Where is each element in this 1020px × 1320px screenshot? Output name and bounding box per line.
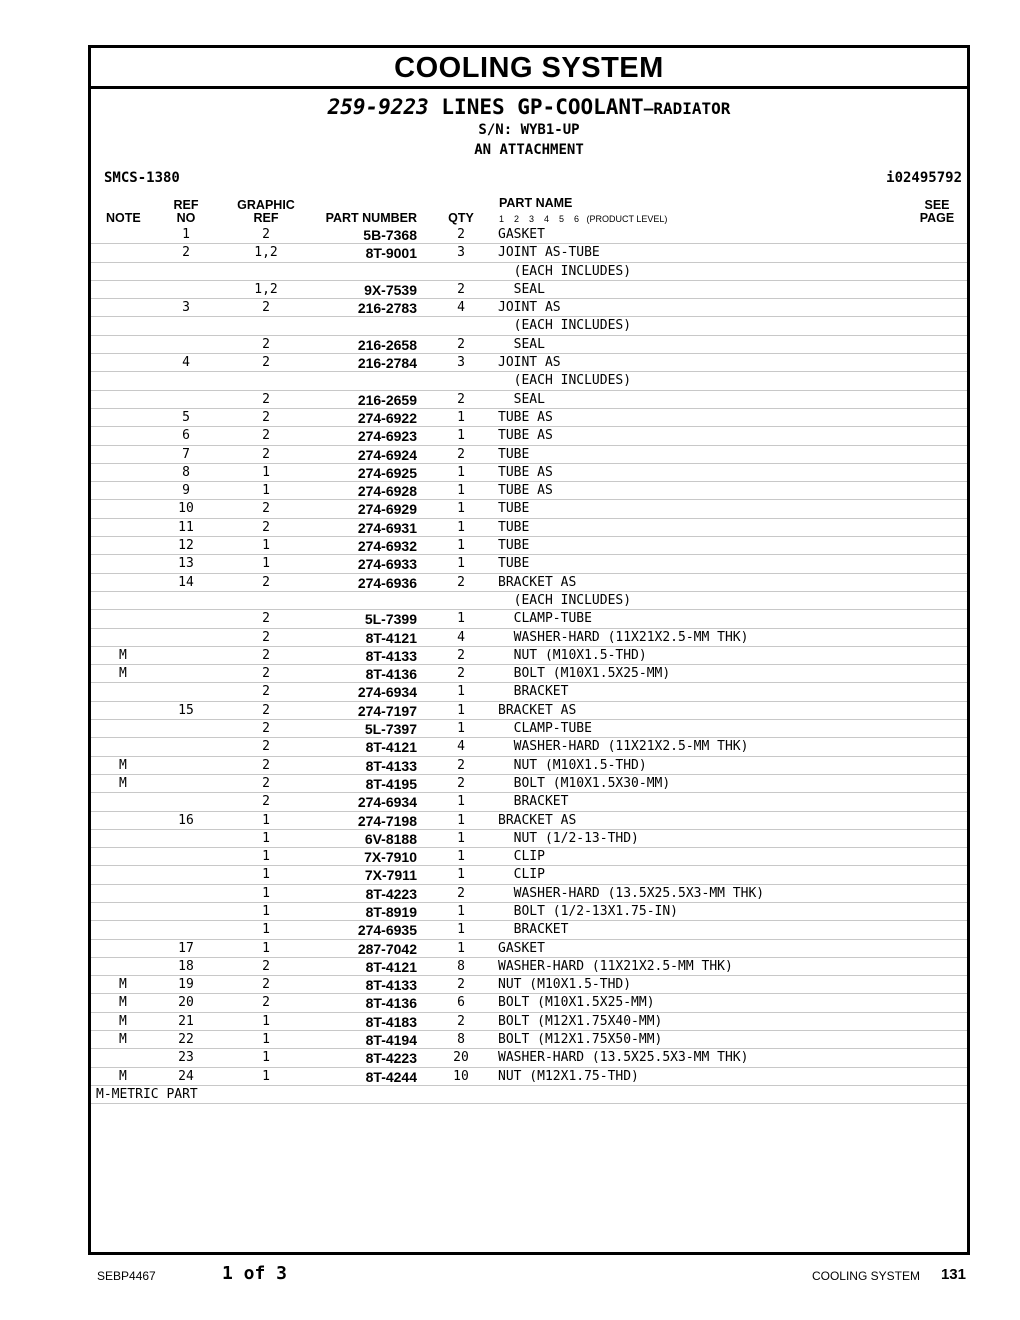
row-graphic-ref: 1 bbox=[262, 538, 270, 554]
row-qty: 1 bbox=[457, 483, 465, 499]
row-qty: 1 bbox=[457, 721, 465, 737]
table-row bbox=[91, 885, 967, 903]
row-graphic-ref: 2 bbox=[262, 794, 270, 810]
row-part-number: 8T-4136 bbox=[365, 666, 417, 683]
row-part-name: BRACKET AS bbox=[498, 574, 577, 590]
row-qty: 1 bbox=[457, 464, 465, 480]
table-row bbox=[91, 830, 967, 848]
row-part-name: BOLT (1/2-13X1.75-IN) bbox=[498, 903, 679, 919]
row-graphic-ref: 2 bbox=[262, 355, 270, 371]
group-suffix: —RADIATOR bbox=[643, 99, 731, 118]
parts-table bbox=[91, 226, 967, 1104]
row-qty: 1 bbox=[457, 867, 465, 883]
row-qty: 1 bbox=[457, 501, 465, 517]
header-see-bottom: PAGE bbox=[919, 211, 955, 225]
header-note: NOTE bbox=[106, 211, 141, 225]
row-note: M bbox=[119, 757, 127, 773]
header-part-name: PART NAME bbox=[499, 196, 573, 210]
row-part-name: TUBE bbox=[498, 446, 530, 462]
row-ref-no: 14 bbox=[178, 574, 194, 590]
row-part-name: CLAMP-TUBE bbox=[498, 611, 592, 627]
row-part-name: WASHER-HARD (11X21X2.5-MM THK) bbox=[498, 958, 733, 974]
table-row bbox=[91, 940, 967, 958]
table-row bbox=[91, 336, 967, 354]
table-row bbox=[91, 921, 967, 939]
footer-page-number: 131 bbox=[940, 1266, 966, 1283]
footnote-row bbox=[91, 1086, 967, 1104]
row-note: M bbox=[119, 1013, 127, 1029]
row-qty: 8 bbox=[457, 958, 465, 974]
row-ref-no: 23 bbox=[178, 1050, 194, 1066]
row-graphic-ref: 2 bbox=[262, 227, 270, 242]
row-part-name: GASKET bbox=[498, 940, 545, 956]
row-graphic-ref: 2 bbox=[262, 739, 270, 755]
row-part-name: JOINT AS bbox=[498, 300, 561, 316]
row-qty: 1 bbox=[457, 940, 465, 956]
row-graphic-ref: 1 bbox=[262, 922, 270, 938]
page-frame bbox=[88, 45, 970, 1255]
row-qty: 10 bbox=[453, 1068, 469, 1084]
row-graphic-ref: 1 bbox=[262, 464, 270, 480]
row-graphic-ref: 2 bbox=[262, 629, 270, 645]
row-part-name: GASKET bbox=[498, 227, 545, 242]
row-part-name: WASHER-HARD (11X21X2.5-MM THK) bbox=[498, 739, 749, 755]
row-part-name: BRACKET bbox=[498, 794, 569, 810]
row-qty: 4 bbox=[457, 629, 465, 645]
row-graphic-ref: 2 bbox=[262, 336, 270, 352]
row-part-number: 274-6932 bbox=[357, 538, 417, 555]
table-row bbox=[91, 812, 967, 830]
table-row bbox=[91, 537, 967, 555]
serial-number: S/N: WYB1-UP bbox=[478, 122, 580, 138]
header-ref-no-top: REF bbox=[173, 198, 199, 212]
smcs-code: SMCS-1380 bbox=[104, 170, 180, 186]
row-part-number: 274-7198 bbox=[357, 812, 417, 829]
row-graphic-ref: 2 bbox=[262, 666, 270, 682]
row-part-number: 274-7197 bbox=[357, 702, 417, 719]
row-part-name: NUT (M12X1.75-THD) bbox=[498, 1068, 639, 1084]
row-part-number: 274-6928 bbox=[357, 483, 417, 500]
row-graphic-ref: 1 bbox=[262, 1068, 270, 1084]
row-graphic-ref: 1 bbox=[262, 830, 270, 846]
document-id: i02495792 bbox=[886, 170, 962, 186]
row-qty: 3 bbox=[457, 245, 465, 261]
row-qty: 20 bbox=[453, 1050, 469, 1066]
footer-document: SEBP4467 bbox=[97, 1269, 156, 1283]
table-row bbox=[91, 244, 967, 262]
row-part-name: BOLT (M12X1.75X50-MM) bbox=[498, 1032, 663, 1048]
row-graphic-ref: 2 bbox=[262, 684, 270, 700]
row-graphic-ref: 2 bbox=[262, 519, 270, 535]
row-part-number: 8T-4223 bbox=[365, 1050, 417, 1067]
header-ref-no-bottom: NO bbox=[176, 211, 196, 225]
row-part-number: 274-6925 bbox=[357, 464, 417, 481]
table-row bbox=[91, 1031, 967, 1049]
table-row bbox=[91, 994, 967, 1012]
table-row bbox=[91, 317, 967, 335]
row-part-name: SEAL bbox=[498, 336, 545, 352]
row-ref-no: 3 bbox=[182, 300, 190, 316]
row-qty: 3 bbox=[457, 355, 465, 371]
row-part-number: 8T-4136 bbox=[365, 995, 417, 1012]
table-row bbox=[91, 519, 967, 537]
row-part-name: TUBE bbox=[498, 538, 530, 554]
row-qty: 8 bbox=[457, 1032, 465, 1048]
row-part-number: 274-6935 bbox=[357, 922, 417, 939]
group-name: LINES GP-COOLANT bbox=[441, 95, 644, 119]
table-row bbox=[91, 665, 967, 683]
row-part-name: BRACKET AS bbox=[498, 702, 577, 718]
row-qty: 1 bbox=[457, 922, 465, 938]
table-row bbox=[91, 1068, 967, 1086]
row-graphic-ref: 2 bbox=[262, 611, 270, 627]
row-qty: 1 bbox=[457, 611, 465, 627]
row-note: M bbox=[119, 977, 127, 993]
row-part-name: JOINT AS bbox=[498, 355, 561, 371]
row-graphic-ref: 1 bbox=[262, 940, 270, 956]
row-part-name: TUBE bbox=[498, 519, 530, 535]
row-note: M bbox=[119, 1032, 127, 1048]
row-ref-no: 5 bbox=[182, 409, 190, 425]
footer-section: COOLING SYSTEM bbox=[811, 1269, 920, 1283]
row-ref-no: 1 bbox=[182, 227, 190, 242]
row-graphic-ref: 2 bbox=[262, 428, 270, 444]
row-graphic-ref: 2 bbox=[262, 775, 270, 791]
row-qty: 2 bbox=[457, 574, 465, 590]
header-graphic-top: GRAPHIC bbox=[237, 198, 295, 212]
row-qty: 1 bbox=[457, 428, 465, 444]
row-part-name: (EACH INCLUDES) bbox=[498, 318, 632, 334]
row-part-number: 274-6923 bbox=[357, 428, 417, 445]
header-part-number: PART NUMBER bbox=[325, 211, 417, 225]
row-part-number: 8T-4244 bbox=[365, 1068, 417, 1085]
row-part-name: TUBE bbox=[498, 501, 530, 517]
row-part-name: WASHER-HARD (11X21X2.5-MM THK) bbox=[498, 629, 749, 645]
footnote-metric-part: M-METRIC PART bbox=[96, 1086, 198, 1102]
row-qty: 1 bbox=[457, 556, 465, 572]
row-part-number: 216-2783 bbox=[357, 300, 417, 317]
row-graphic-ref: 2 bbox=[262, 647, 270, 663]
row-qty: 1 bbox=[457, 903, 465, 919]
row-graphic-ref: 2 bbox=[262, 757, 270, 773]
row-qty: 2 bbox=[457, 281, 465, 297]
row-part-name: SEAL bbox=[498, 391, 545, 407]
table-row bbox=[91, 372, 967, 390]
row-part-name: (EACH INCLUDES) bbox=[498, 373, 632, 389]
row-qty: 1 bbox=[457, 794, 465, 810]
row-ref-no: 11 bbox=[178, 519, 194, 535]
header-qty: QTY bbox=[448, 211, 474, 225]
row-part-number: 274-6934 bbox=[357, 794, 417, 811]
row-graphic-ref: 2 bbox=[262, 721, 270, 737]
table-row bbox=[91, 500, 967, 518]
row-part-number: 274-6929 bbox=[357, 501, 417, 518]
row-part-number: 274-6934 bbox=[357, 684, 417, 701]
row-part-number: 274-6931 bbox=[357, 519, 417, 536]
row-ref-no: 20 bbox=[178, 995, 194, 1011]
attachment-label: AN ATTACHMENT bbox=[474, 142, 584, 158]
row-ref-no: 24 bbox=[178, 1068, 194, 1084]
table-row bbox=[91, 976, 967, 994]
row-qty: 2 bbox=[457, 446, 465, 462]
row-part-name: JOINT AS-TUBE bbox=[498, 245, 600, 261]
row-graphic-ref: 2 bbox=[262, 574, 270, 590]
table-row bbox=[91, 555, 967, 573]
row-part-number: 8T-4121 bbox=[365, 958, 417, 975]
row-ref-no: 4 bbox=[182, 355, 190, 371]
row-ref-no: 21 bbox=[178, 1013, 194, 1029]
row-qty: 1 bbox=[457, 519, 465, 535]
row-part-name: BOLT (M10X1.5X30-MM) bbox=[498, 775, 671, 791]
row-qty: 2 bbox=[457, 647, 465, 663]
row-part-number: 8T-4133 bbox=[365, 647, 417, 664]
row-part-number: 274-6922 bbox=[357, 409, 417, 426]
row-graphic-ref: 1 bbox=[262, 812, 270, 828]
table-row bbox=[91, 1013, 967, 1031]
row-part-number: 9X-7539 bbox=[364, 281, 417, 298]
row-qty: 1 bbox=[457, 409, 465, 425]
row-qty: 2 bbox=[457, 885, 465, 901]
row-ref-no: 9 bbox=[182, 483, 190, 499]
row-graphic-ref: 1 bbox=[262, 1013, 270, 1029]
row-part-number: 216-2784 bbox=[357, 355, 417, 372]
row-graphic-ref: 1 bbox=[262, 849, 270, 865]
row-part-name: NUT (M10X1.5-THD) bbox=[498, 977, 632, 993]
table-row bbox=[91, 1049, 967, 1067]
row-ref-no: 2 bbox=[182, 245, 190, 261]
row-qty: 4 bbox=[457, 300, 465, 316]
row-part-name: WASHER-HARD (13.5X25.5X3-MM THK) bbox=[498, 1050, 749, 1066]
table-row bbox=[91, 702, 967, 720]
row-ref-no: 7 bbox=[182, 446, 190, 462]
table-row bbox=[91, 720, 967, 738]
row-graphic-ref: 1,2 bbox=[254, 281, 278, 297]
row-graphic-ref: 1 bbox=[262, 903, 270, 919]
row-graphic-ref: 2 bbox=[262, 409, 270, 425]
table-row bbox=[91, 848, 967, 866]
row-qty: 2 bbox=[457, 666, 465, 682]
row-part-name: TUBE AS bbox=[498, 428, 553, 444]
table-row bbox=[91, 409, 967, 427]
table-row bbox=[91, 299, 967, 317]
row-part-name: WASHER-HARD (13.5X25.5X3-MM THK) bbox=[498, 885, 765, 901]
header-graphic-bottom: REF bbox=[253, 211, 279, 225]
table-row bbox=[91, 427, 967, 445]
row-part-name: NUT (M10X1.5-THD) bbox=[498, 647, 647, 663]
row-qty: 2 bbox=[457, 775, 465, 791]
row-ref-no: 12 bbox=[178, 538, 194, 554]
row-part-number: 8T-4133 bbox=[365, 977, 417, 994]
row-ref-no: 13 bbox=[178, 556, 194, 572]
row-qty: 1 bbox=[457, 830, 465, 846]
table-row bbox=[91, 446, 967, 464]
table-row bbox=[91, 574, 967, 592]
row-part-number: 8T-4223 bbox=[365, 885, 417, 902]
row-part-number: 274-6933 bbox=[357, 556, 417, 573]
table-row bbox=[91, 683, 967, 701]
footer-page-count: 1 of 3 bbox=[222, 1263, 288, 1284]
row-part-number: 8T-4121 bbox=[365, 739, 417, 756]
row-graphic-ref: 1 bbox=[262, 556, 270, 572]
table-row bbox=[91, 738, 967, 756]
group-number: 259-9223 bbox=[327, 95, 429, 119]
row-part-name: TUBE AS bbox=[498, 483, 553, 499]
row-graphic-ref: 1 bbox=[262, 867, 270, 883]
row-graphic-ref: 2 bbox=[262, 300, 270, 316]
row-part-number: 6V-8188 bbox=[364, 830, 417, 847]
row-part-name: TUBE bbox=[498, 556, 530, 572]
row-part-name: TUBE AS bbox=[498, 409, 553, 425]
row-note: M bbox=[119, 647, 127, 663]
table-row bbox=[91, 354, 967, 372]
row-part-name: TUBE AS bbox=[498, 464, 553, 480]
table-row bbox=[91, 464, 967, 482]
row-part-name: BRACKET bbox=[498, 684, 569, 700]
row-ref-no: 15 bbox=[178, 702, 194, 718]
row-qty: 2 bbox=[457, 1013, 465, 1029]
table-row bbox=[91, 281, 967, 299]
table-row bbox=[91, 775, 967, 793]
table-row bbox=[91, 482, 967, 500]
row-part-name: SEAL bbox=[498, 281, 545, 297]
table-row bbox=[91, 226, 967, 244]
row-part-number: 7X-7911 bbox=[364, 867, 417, 884]
row-qty: 6 bbox=[457, 995, 465, 1011]
row-qty: 1 bbox=[457, 849, 465, 865]
row-graphic-ref: 1 bbox=[262, 1050, 270, 1066]
row-ref-no: 19 bbox=[178, 977, 194, 993]
row-part-name: BOLT (M12X1.75X40-MM) bbox=[498, 1013, 663, 1029]
row-note: M bbox=[119, 995, 127, 1011]
row-graphic-ref: 1,2 bbox=[254, 245, 278, 261]
table-row bbox=[91, 866, 967, 884]
row-part-number: 5L-7397 bbox=[364, 721, 417, 738]
row-part-name: BRACKET AS bbox=[498, 812, 577, 828]
row-qty: 2 bbox=[457, 336, 465, 352]
row-part-number: 8T-4183 bbox=[365, 1013, 417, 1030]
row-graphic-ref: 2 bbox=[262, 391, 270, 407]
header-see-top: SEE bbox=[924, 198, 950, 212]
table-row bbox=[91, 610, 967, 628]
row-part-name: CLIP bbox=[498, 849, 545, 865]
row-ref-no: 22 bbox=[178, 1032, 194, 1048]
row-part-number: 8T-8919 bbox=[365, 903, 417, 920]
row-ref-no: 10 bbox=[178, 501, 194, 517]
table-header bbox=[91, 193, 967, 226]
row-part-name: BOLT (M10X1.5X25-MM) bbox=[498, 666, 671, 682]
row-ref-no: 8 bbox=[182, 464, 190, 480]
row-part-number: 5L-7399 bbox=[364, 611, 417, 628]
row-part-number: 8T-4121 bbox=[365, 629, 417, 646]
row-ref-no: 16 bbox=[178, 812, 194, 828]
table-row bbox=[91, 647, 967, 665]
table-row bbox=[91, 793, 967, 811]
row-part-name: (EACH INCLUDES) bbox=[498, 592, 632, 608]
row-qty: 2 bbox=[457, 227, 465, 242]
table-row bbox=[91, 263, 967, 281]
row-qty: 1 bbox=[457, 812, 465, 828]
table-row bbox=[91, 757, 967, 775]
row-part-number: 216-2659 bbox=[357, 391, 417, 408]
row-graphic-ref: 2 bbox=[262, 446, 270, 462]
row-part-name: NUT (M10X1.5-THD) bbox=[498, 757, 647, 773]
row-part-number: 274-6924 bbox=[357, 446, 417, 463]
row-part-number: 8T-9001 bbox=[365, 245, 417, 262]
row-part-number: 287-7042 bbox=[357, 940, 417, 957]
row-part-number: 8T-4194 bbox=[365, 1032, 417, 1049]
section-title: COOLING SYSTEM bbox=[91, 48, 967, 89]
row-qty: 1 bbox=[457, 538, 465, 554]
row-qty: 1 bbox=[457, 702, 465, 718]
row-part-number: 7X-7910 bbox=[364, 849, 417, 866]
row-qty: 2 bbox=[457, 757, 465, 773]
row-graphic-ref: 1 bbox=[262, 1032, 270, 1048]
table-row bbox=[91, 629, 967, 647]
table-row bbox=[91, 903, 967, 921]
row-qty: 4 bbox=[457, 739, 465, 755]
row-part-number: 274-6936 bbox=[357, 574, 417, 591]
group-title bbox=[91, 94, 967, 122]
row-note: M bbox=[119, 1068, 127, 1084]
row-ref-no: 17 bbox=[178, 940, 194, 956]
header-product-levels: 1 2 3 4 5 6 (PRODUCT LEVEL) bbox=[499, 214, 668, 224]
row-part-number: 216-2658 bbox=[357, 336, 417, 353]
row-note: M bbox=[119, 666, 127, 682]
row-qty: 1 bbox=[457, 684, 465, 700]
table-row bbox=[91, 592, 967, 610]
row-graphic-ref: 2 bbox=[262, 501, 270, 517]
row-graphic-ref: 2 bbox=[262, 977, 270, 993]
row-ref-no: 18 bbox=[178, 958, 194, 974]
row-part-number: 8T-4133 bbox=[365, 757, 417, 774]
row-ref-no: 6 bbox=[182, 428, 190, 444]
row-note: M bbox=[119, 775, 127, 791]
row-graphic-ref: 2 bbox=[262, 995, 270, 1011]
row-qty: 2 bbox=[457, 391, 465, 407]
row-part-name: BRACKET bbox=[498, 922, 569, 938]
row-graphic-ref: 1 bbox=[262, 483, 270, 499]
row-part-name: NUT (1/2-13-THD) bbox=[498, 830, 639, 846]
row-graphic-ref: 2 bbox=[262, 958, 270, 974]
row-part-name: (EACH INCLUDES) bbox=[498, 263, 632, 279]
row-qty: 2 bbox=[457, 977, 465, 993]
row-part-name: CLIP bbox=[498, 867, 545, 883]
table-row bbox=[91, 391, 967, 409]
row-graphic-ref: 1 bbox=[262, 885, 270, 901]
row-part-name: BOLT (M10X1.5X25-MM) bbox=[498, 995, 655, 1011]
row-part-number: 8T-4195 bbox=[365, 775, 417, 792]
row-graphic-ref: 2 bbox=[262, 702, 270, 718]
table-row bbox=[91, 958, 967, 976]
row-part-number: 5B-7368 bbox=[363, 227, 417, 243]
row-part-name: CLAMP-TUBE bbox=[498, 721, 592, 737]
